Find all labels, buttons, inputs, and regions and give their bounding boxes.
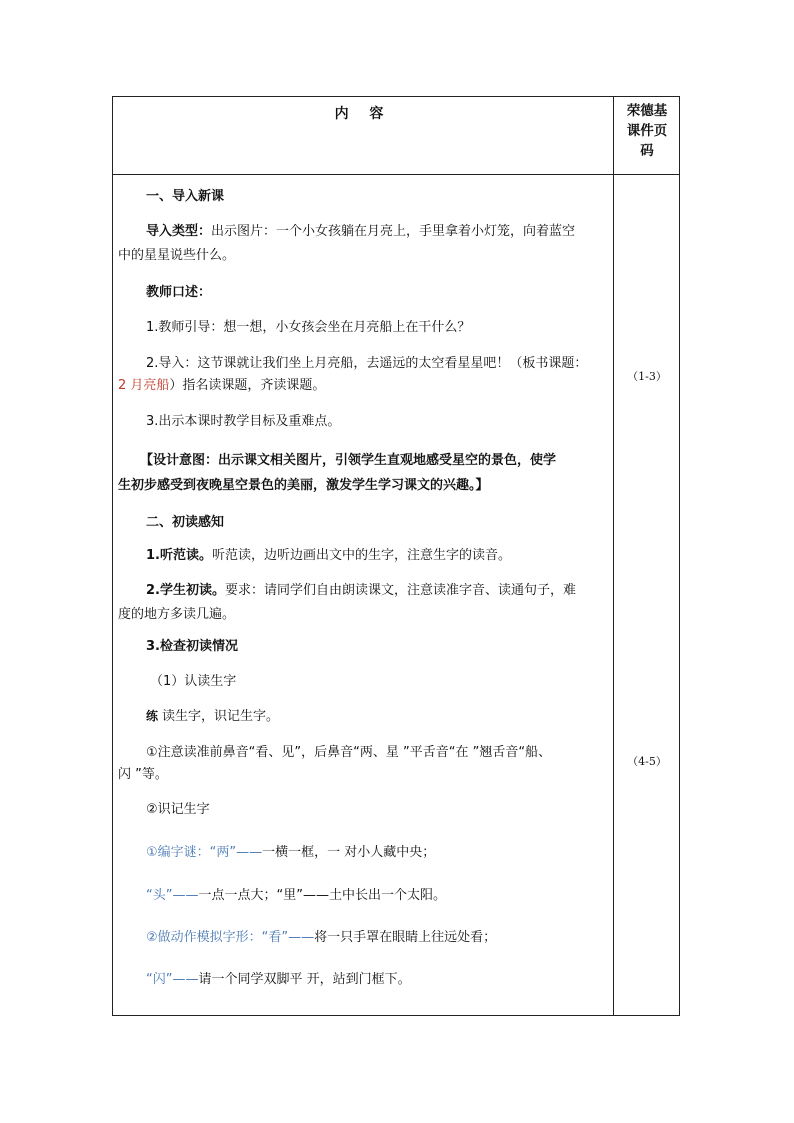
subsection-1: （1）认读生字 — [150, 674, 237, 689]
intro-paragraph-line2: 中的星星说些什么。 — [118, 248, 236, 263]
student-read-label: 2.学生初读。 — [146, 583, 225, 598]
note-1: ①注意读准前鼻音“看、见”，后鼻音“两、星 ”平舌音“在 ”翘舌音“船、 — [146, 745, 552, 760]
page-ref-1: （1-3） — [627, 370, 667, 383]
intro-text: 出示图片：一个小女孩躺在月亮上，手里拿着小灯笼，向着蓝空 — [211, 224, 576, 239]
lesson-title-highlight: 2 月亮船 — [118, 378, 170, 393]
action-line — [146, 927, 604, 948]
action-text: 将一只手罩在眼睛上往远处看； — [314, 930, 497, 945]
intro-paragraph — [146, 221, 604, 242]
design-intent-line2: 生初步感受到夜晚星空景色的美丽，激发学生学习课文的兴趣。】 — [118, 478, 489, 493]
listen-label: 1.听范读。 — [146, 548, 212, 563]
listen-text: 听范读，边听边画出文中的生字，注意生字的读音。 — [211, 548, 511, 563]
content-column-header: 内 容 — [334, 106, 392, 122]
page-header-line: 课件页 — [626, 123, 668, 139]
step-1: 1.教师引导：想一想，小女孩会坐在月亮船上在干什么？ — [146, 320, 471, 335]
page-header-line: 荣德基 — [626, 103, 668, 119]
tou-line — [146, 885, 604, 906]
shan-label: “闪”—— — [146, 972, 199, 987]
shan-text: 请一个同学双脚平 开，站到门框下。 — [198, 972, 411, 987]
tou-label: “头”—— — [146, 888, 199, 903]
tou-text: 一点一点大；“里”——土中长出一个太阳。 — [198, 888, 446, 903]
header-divider — [113, 174, 679, 175]
note-1-line2: 闪 ”等。 — [118, 767, 168, 782]
section-heading: 二、初读感知 — [146, 515, 225, 530]
section-heading: 一、导入新课 — [146, 189, 225, 204]
page-ref-2: （4-5） — [627, 755, 667, 768]
read-paragraph — [146, 706, 604, 727]
step-3: 3.出示本课时教学目标及重难点。 — [146, 414, 341, 429]
riddle-label: ①编字谜：“两”—— — [146, 845, 263, 860]
riddle-text: 一横一框，一 对小人藏中央； — [262, 845, 436, 860]
note-2: ②识记生字 — [146, 802, 210, 817]
riddle-line — [146, 842, 604, 863]
action-label: ②做动作模拟字形：“看”—— — [146, 930, 315, 945]
shan-line — [146, 969, 604, 990]
page-header-line: 码 — [640, 143, 654, 159]
student-read-paragraph — [146, 580, 604, 601]
design-intent: 【设计意图：出示课文相关图片，引领学生直观地感受星空的景色，使学 — [140, 453, 557, 468]
check-heading: 3.检查初读情况 — [146, 639, 238, 654]
intro-label: 导入类型： — [146, 224, 212, 239]
step-2 — [146, 353, 604, 374]
step-2-text: 2.导入：这节课就让我们坐上月亮船，去遥远的太空看星星吧！（板书课题： — [146, 356, 588, 371]
read-text: 读生字，识记生字。 — [162, 709, 280, 724]
step-2-tail: ）指名读课题，齐读课题。 — [169, 378, 326, 393]
column-divider — [613, 97, 614, 1015]
read-glyph: 练 — [146, 709, 159, 723]
student-read-text: 要求：请同学们自由朗读课文，注意读准字音、读通句子，难 — [224, 583, 576, 598]
teacher-label: 教师口述： — [146, 285, 212, 300]
student-read-line2: 度的地方多读几遍。 — [118, 607, 236, 622]
page-column-header — [614, 101, 680, 161]
listen-paragraph — [146, 545, 604, 566]
step-2-line2 — [112, 375, 606, 396]
